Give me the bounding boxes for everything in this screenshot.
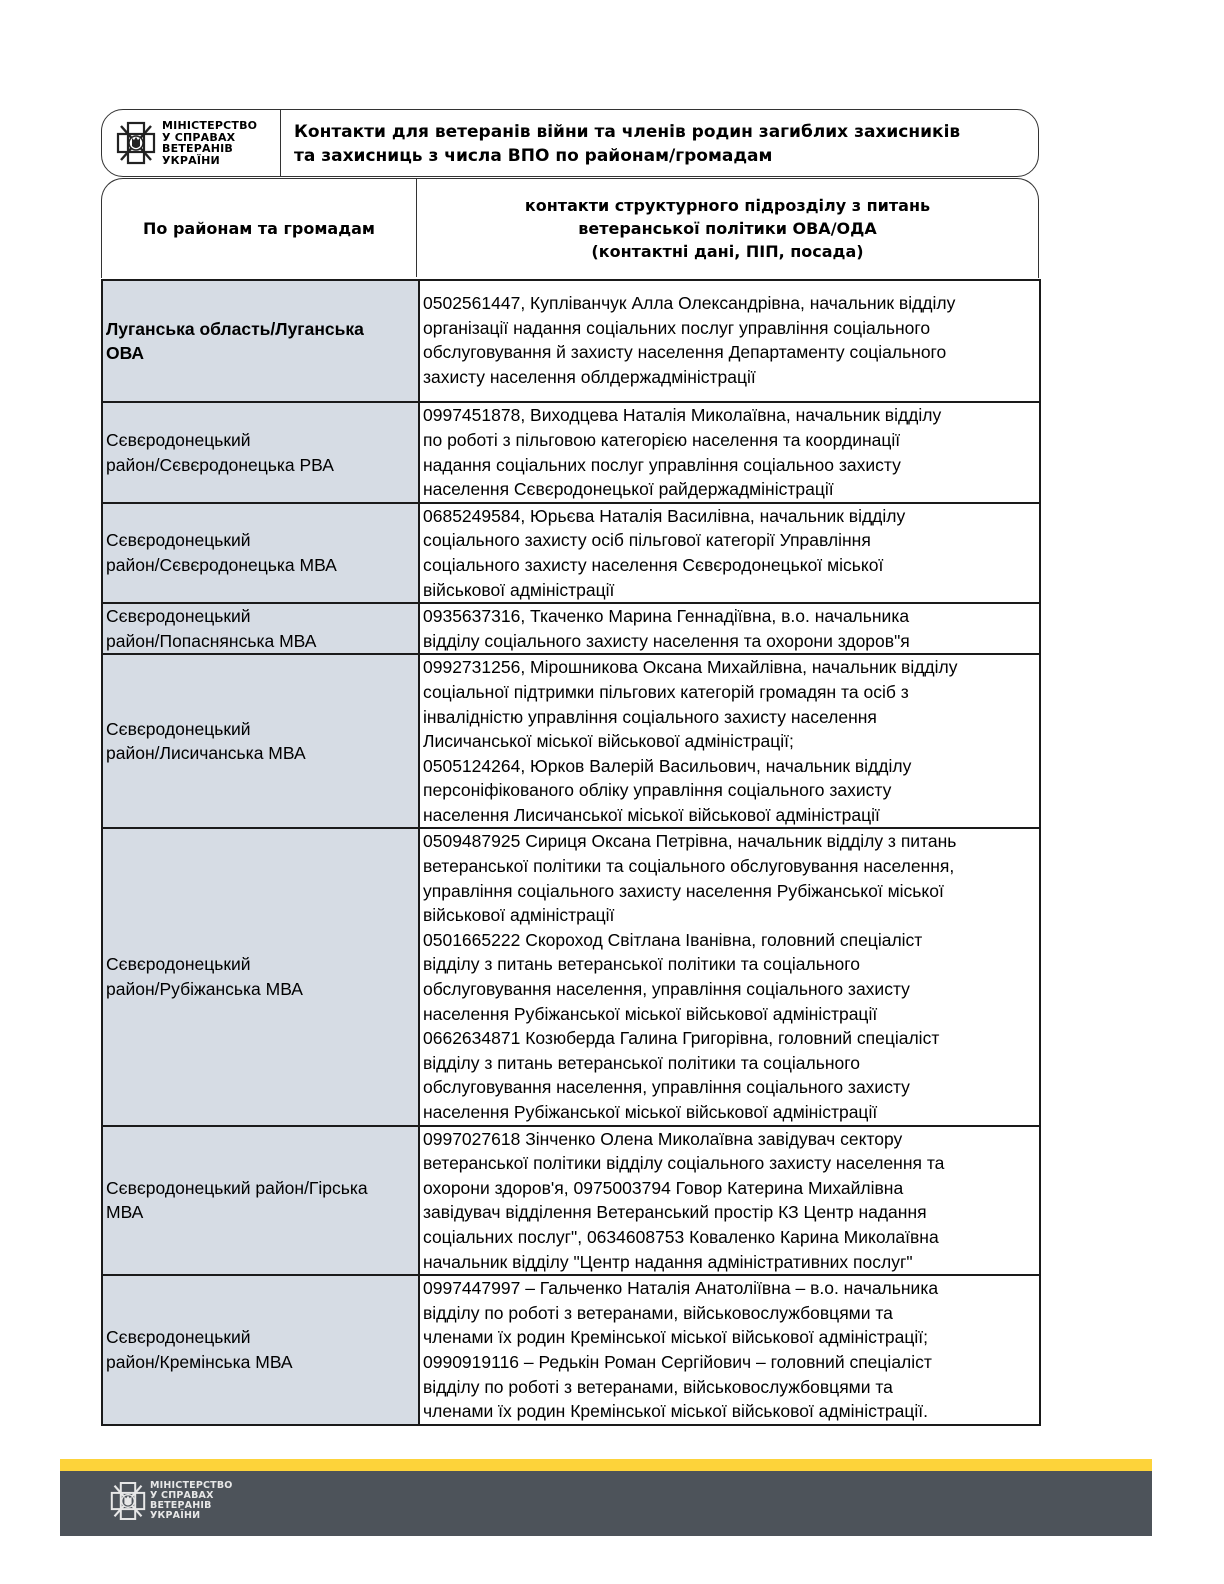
table-row [102, 1275, 1040, 1425]
region-cell [102, 1275, 419, 1425]
contact-line: населення Лисичанської міської військової адміністрації [423, 804, 880, 825]
table-row [102, 654, 1040, 828]
contact-cell [419, 1126, 1040, 1276]
region-line: Сєвєродонецький [106, 718, 251, 739]
region-cell [102, 503, 419, 603]
region-line: Сєвєродонецький [106, 606, 251, 627]
table-row [102, 280, 1040, 402]
contact-line: охорони здоров'я, 0975003794 Говор Катерина Михайлівна [423, 1177, 904, 1198]
contact-line: надання соціальних послуг управління соціальноо захисту [423, 454, 901, 475]
column-header-contacts [417, 179, 1038, 277]
contact-line: персоніфікованого обліку управління соціального захисту [423, 780, 892, 801]
title-line: та захисниць з числа ВПО по районам/громадам [294, 146, 773, 166]
title-line: Контакти для ветеранів війни та членів родин загиблих захисників [294, 122, 961, 142]
region-cell [102, 603, 419, 654]
contact-cell [419, 654, 1040, 828]
logo-line: МІНІСТЕРСТВО [162, 119, 258, 132]
column-header-region: По районам та громадам [102, 179, 417, 277]
contact-line: 0509487925 Сириця Оксана Петрівна, начальник відділу з питань [423, 831, 957, 852]
contact-line: відділу по роботі з ветеранами, військовослужбовцями та [423, 1302, 893, 1323]
region-line: Сєвєродонецький [106, 530, 251, 551]
region-line: район/Лисичанська МВА [106, 743, 306, 764]
region-line: Луганська область/Луганська [106, 318, 364, 339]
ministry-emblem-icon [116, 121, 156, 165]
contact-line: Лисичанської міської військової адміністрації; [423, 731, 794, 752]
contact-line: 0935637316, Ткаченко Марина Геннадіївна, в.о. начальника [423, 606, 910, 627]
logo-line: УКРАЇНИ [162, 153, 220, 167]
table-row [102, 1126, 1040, 1276]
contact-line: інвалідністю управління соціального захисту населення [423, 706, 877, 727]
footer-stripe [60, 1459, 1152, 1471]
contact-line: 0505124264, Юрков Валерій Васильович, начальник відділу [423, 755, 912, 776]
region-line: Сєвєродонецький [106, 1327, 251, 1348]
column-headers [101, 178, 1039, 278]
contact-line: соціальної підтримки пільгових категорій громадян та осіб з [423, 681, 909, 702]
contact-line: 0997447997 – Гальченко Наталія Анатоліївна – в.о. начальника [423, 1278, 939, 1299]
region-line: район/Попаснянська МВА [106, 630, 317, 651]
region-cell [102, 654, 419, 828]
logo-line: МІНІСТЕРСТВО [150, 1480, 233, 1491]
region-line: район/Сєвєродонецька МВА [106, 554, 337, 575]
contacts-table [101, 279, 1041, 1426]
contact-line: 0992731256, Мірошникова Оксана Михайлівна, начальник відділу [423, 657, 958, 678]
table-row [102, 603, 1040, 654]
contact-line: начальник відділу "Центр надання адміністративних послуг" [423, 1251, 913, 1272]
contact-line: обслуговування й захисту населення Департаменту соціального [423, 342, 947, 363]
logo-line: ВЕТЕРАНІВ [162, 142, 233, 155]
contact-line: членами їх родин Кремінської міської військової адміністрації; [423, 1327, 928, 1348]
contact-line: 0502561447, Купліванчук Алла Олександрівна, начальник відділу [423, 293, 956, 313]
ministry-logo [102, 110, 281, 176]
contact-line: 0662634871 Козюберда Галина Григорівна, головний спеціаліст [423, 1028, 940, 1049]
contact-line: відділу по роботі з ветеранами, військовослужбовцями та [423, 1376, 893, 1397]
contact-line: ветеранської політики та соціального обслуговування населення, [423, 856, 955, 877]
region-cell [102, 280, 419, 402]
contact-line: 0990919116 – Редькін Роман Сергійович – головний спеціаліст [423, 1351, 932, 1372]
contact-line: членами їх родин Кремінської міської військової адміністрації. [423, 1401, 928, 1422]
contact-line: відділу з питань ветеранської політики та соціального [423, 1052, 860, 1073]
contact-line: соціальних послуг", 0634608753 Коваленко Карина Миколаївна [423, 1226, 939, 1247]
region-cell [102, 828, 419, 1125]
table-row [102, 402, 1040, 502]
contact-line: ветеранської політики відділу соціального захисту населення та [423, 1153, 945, 1174]
contact-line: соціального захисту населення Сєвєродонецької міської [423, 554, 884, 575]
region-line: МВА [106, 1202, 144, 1223]
contact-line: організації надання соціальних послуг управління соціального [423, 317, 931, 338]
contact-cell [419, 402, 1040, 502]
contact-line: управління соціального захисту населення Рубіжанської міської [423, 880, 944, 901]
contact-line: населення Сєвєродонецької райдержадміністрації [423, 479, 834, 500]
region-line: район/Кремінська МВА [106, 1351, 293, 1372]
region-cell [102, 402, 419, 502]
footer-ministry-name [150, 1481, 233, 1521]
region-line: Сєвєродонецький [106, 954, 251, 975]
footer-logo [110, 1481, 233, 1521]
region-line: район/Рубіжанська МВА [106, 979, 303, 1000]
contact-line: 0997027618 Зінченко Олена Миколаївна завідувач сектору [423, 1128, 903, 1149]
table-row [102, 828, 1040, 1125]
contact-line: соціального захисту осіб пільгової категорії Управління [423, 530, 871, 551]
ministry-emblem-icon [110, 1481, 146, 1521]
region-cell [102, 1126, 419, 1276]
contact-line: завідувач відділення Ветеранський простір КЗ Центр надання [423, 1202, 927, 1223]
column-header-line: ветеранської політики ОВА/ОДА [578, 218, 877, 238]
contact-line: обслуговування населення, управління соціального захисту [423, 1077, 910, 1098]
contact-line: відділу з питань ветеранської політики та соціального [423, 954, 860, 975]
column-header-line: контакти структурного підрозділу з питань [524, 195, 931, 215]
contact-cell [419, 603, 1040, 654]
contact-cell [419, 828, 1040, 1125]
contact-line: захисту населення облдержадміністрації [423, 366, 756, 387]
logo-line: У СПРАВАХ [150, 1490, 214, 1501]
contact-line: військової адміністрації [423, 905, 615, 926]
contact-line: 0997451878, Виходцева Наталія Миколаївна, начальник відділу [423, 405, 942, 426]
contact-line: військової адміністрації [423, 579, 615, 600]
document-header [101, 109, 1039, 177]
column-header-line: (контактні дані, ПІП, посада) [591, 241, 864, 261]
page-title [294, 120, 960, 168]
region-line: ОВА [106, 343, 145, 364]
contact-line: 0501665222 Скороход Світлана Іванівна, головний спеціаліст [423, 929, 923, 950]
logo-line: У СПРАВАХ [162, 130, 236, 144]
contact-cell [419, 280, 1040, 402]
logo-line: УКРАЇНИ [150, 1510, 201, 1521]
contact-cell [419, 1275, 1040, 1425]
table-row [102, 503, 1040, 603]
logo-line: ВЕТЕРАНІВ [150, 1500, 212, 1511]
region-line: Сєвєродонецький [106, 429, 251, 450]
contact-line: відділу соціального захисту населення та охорони здоров"я [423, 630, 910, 651]
contact-line: 0685249584, Юрьєва Наталія Василівна, начальник відділу [423, 505, 906, 526]
contact-line: населення Рубіжанської міської військової адміністрації [423, 1102, 878, 1122]
footer-band [60, 1471, 1152, 1536]
region-line: Сєвєродонецький район/Гірська [106, 1177, 368, 1198]
contact-line: населення Рубіжанської міської військової адміністрації [423, 1003, 878, 1024]
contact-line: по роботі з пільговою категорією населення та координації [423, 429, 901, 450]
contact-cell [419, 503, 1040, 603]
region-line: район/Сєвєродонецька РВА [106, 454, 334, 475]
ministry-name [162, 120, 257, 166]
contact-line: обслуговування населення, управління соціального захисту [423, 979, 910, 1000]
